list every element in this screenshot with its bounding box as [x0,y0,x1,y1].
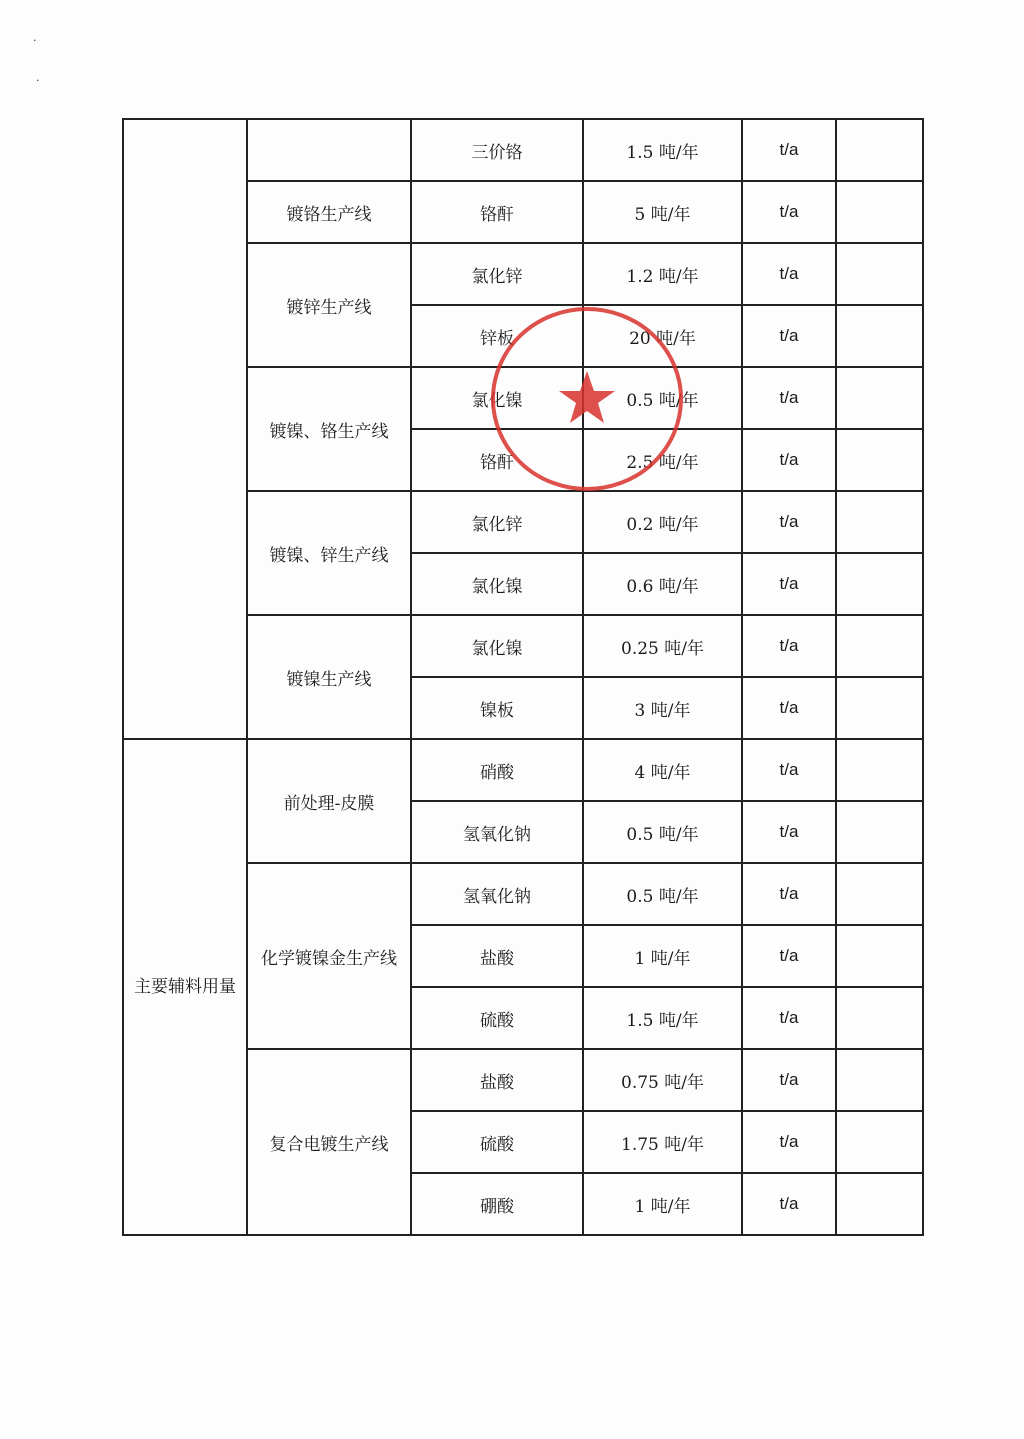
material-cell: 氯化锌 [411,243,583,305]
category-cell: 主要辅料用量 [123,739,247,1235]
unit-cell: t/a [742,119,836,181]
unit-cell: t/a [742,553,836,615]
note-cell [836,739,923,801]
material-cell: 氯化镍 [411,615,583,677]
scan-speck: · [36,74,40,87]
amount-cell: 1.2 吨/年 [583,243,742,305]
amount-cell: 0.5 吨/年 [583,863,742,925]
production-line-cell: 镀镍、锌生产线 [247,491,411,615]
material-cell: 氯化锌 [411,491,583,553]
unit-cell: t/a [742,305,836,367]
amount-cell: 1 吨/年 [583,925,742,987]
production-line-cell: 化学镀镍金生产线 [247,863,411,1049]
note-cell [836,181,923,243]
material-cell: 锌板 [411,305,583,367]
material-cell: 硫酸 [411,1111,583,1173]
material-cell: 氯化镍 [411,553,583,615]
amount-cell: 1.5 吨/年 [583,987,742,1049]
amount-cell: 0.2 吨/年 [583,491,742,553]
material-cell: 铬酐 [411,181,583,243]
production-line-cell [247,119,411,181]
amount-cell: 5 吨/年 [583,181,742,243]
material-cell: 氢氧化钠 [411,863,583,925]
materials-table [122,118,924,1236]
unit-cell: t/a [742,491,836,553]
unit-cell: t/a [742,801,836,863]
unit-cell: t/a [742,429,836,491]
material-cell: 镍板 [411,677,583,739]
material-cell: 氢氧化钠 [411,801,583,863]
amount-cell: 3 吨/年 [583,677,742,739]
amount-cell: 0.25 吨/年 [583,615,742,677]
unit-cell: t/a [742,1111,836,1173]
unit-cell: t/a [742,739,836,801]
note-cell [836,1111,923,1173]
table-row [123,739,923,801]
material-cell: 硝酸 [411,739,583,801]
unit-cell: t/a [742,987,836,1049]
amount-cell: 1 吨/年 [583,1173,742,1235]
note-cell [836,677,923,739]
material-cell: 硫酸 [411,987,583,1049]
note-cell [836,1173,923,1235]
unit-cell: t/a [742,1173,836,1235]
amount-cell: 0.5 吨/年 [583,801,742,863]
unit-cell: t/a [742,243,836,305]
unit-cell: t/a [742,615,836,677]
unit-cell: t/a [742,863,836,925]
note-cell [836,367,923,429]
unit-cell: t/a [742,181,836,243]
unit-cell: t/a [742,677,836,739]
table-row [123,119,923,181]
amount-cell: 1.75 吨/年 [583,1111,742,1173]
note-cell [836,615,923,677]
amount-cell: 0.5 吨/年 [583,367,742,429]
note-cell [836,429,923,491]
material-cell: 盐酸 [411,1049,583,1111]
amount-cell: 4 吨/年 [583,739,742,801]
note-cell [836,987,923,1049]
unit-cell: t/a [742,925,836,987]
material-cell: 硼酸 [411,1173,583,1235]
material-cell: 盐酸 [411,925,583,987]
amount-cell: 20 吨/年 [583,305,742,367]
material-cell: 铬酐 [411,429,583,491]
scan-speck: · [33,34,37,47]
note-cell [836,801,923,863]
note-cell [836,863,923,925]
note-cell [836,119,923,181]
note-cell [836,491,923,553]
amount-cell: 0.75 吨/年 [583,1049,742,1111]
production-line-cell: 镀铬生产线 [247,181,411,243]
production-line-cell: 镀锌生产线 [247,243,411,367]
production-line-cell: 镀镍、铬生产线 [247,367,411,491]
amount-cell: 0.6 吨/年 [583,553,742,615]
note-cell [836,243,923,305]
materials-table-body [123,119,923,1235]
amount-cell: 2.5 吨/年 [583,429,742,491]
production-line-cell: 镀镍生产线 [247,615,411,739]
production-line-cell: 前处理-皮膜 [247,739,411,863]
category-cell [123,119,247,739]
unit-cell: t/a [742,1049,836,1111]
note-cell [836,305,923,367]
unit-cell: t/a [742,367,836,429]
amount-cell: 1.5 吨/年 [583,119,742,181]
material-cell: 氯化镍 [411,367,583,429]
note-cell [836,1049,923,1111]
note-cell [836,553,923,615]
note-cell [836,925,923,987]
material-cell: 三价铬 [411,119,583,181]
production-line-cell: 复合电镀生产线 [247,1049,411,1235]
